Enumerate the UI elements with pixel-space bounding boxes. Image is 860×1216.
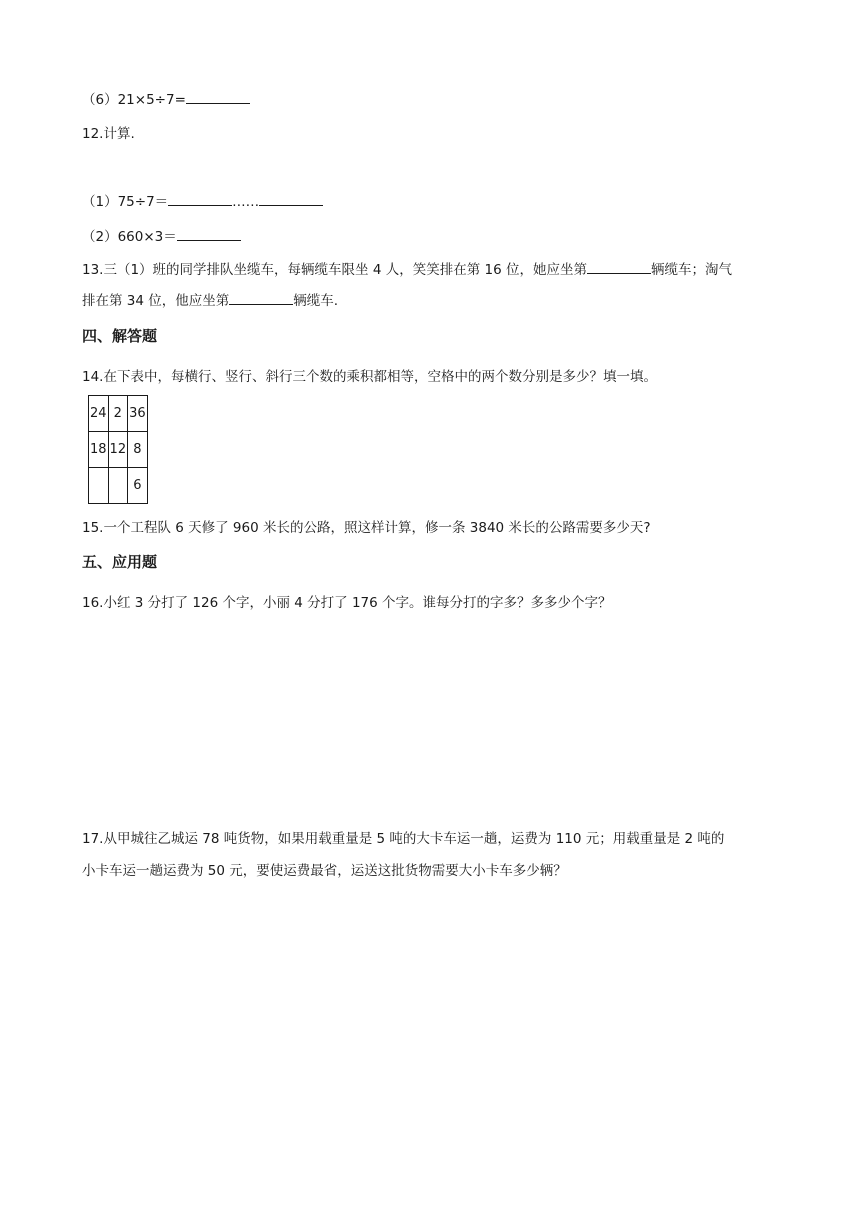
question-12-1 — [82, 193, 323, 211]
table-cell: 6 — [128, 468, 148, 504]
question-11-6-text: （6）21×5÷7= — [82, 92, 186, 108]
question-13-text-4: 辆缆车. — [293, 293, 339, 309]
table-row — [89, 396, 148, 432]
table-cell: 24 — [89, 396, 109, 432]
table-cell-empty[interactable] — [89, 468, 109, 504]
question-12-1-text: （1）75÷7＝ — [82, 194, 169, 210]
answer-blank[interactable] — [186, 91, 250, 104]
section-4-heading: 四、解答题 — [82, 327, 158, 345]
question-13-text-2: 辆缆车；淘气 — [651, 262, 732, 278]
question-13-text-3: 排在第 34 位，他应坐第 — [82, 293, 230, 309]
question-14: 14.在下表中，每横行、竖行、斜行三个数的乘积都相等，空格中的两个数分别是多少？填一填。 — [82, 369, 657, 385]
table-cell-empty[interactable] — [108, 468, 128, 504]
section-5-heading: 五、应用题 — [82, 553, 158, 571]
table-cell: 36 — [128, 396, 148, 432]
question-17-line1: 17.从甲城往乙城运 78 吨货物，如果用载重量是 5 吨的大卡车运一趟，运费为 110 元；用载重量是 2 吨的 — [82, 831, 725, 847]
remainder-ellipsis: …… — [232, 194, 260, 210]
answer-blank-remainder[interactable] — [259, 193, 323, 206]
question-12-2 — [82, 228, 241, 246]
question-12-title: 12.计算. — [82, 126, 135, 142]
answer-blank[interactable] — [177, 228, 241, 241]
table-cell: 2 — [108, 396, 128, 432]
question-12-2-text: （2）660×3＝ — [82, 229, 177, 245]
answer-blank-1[interactable] — [587, 261, 651, 274]
answer-blank-quotient[interactable] — [168, 193, 232, 206]
question-13-line2 — [82, 292, 338, 310]
question-17-line2: 小卡车运一趟运费为 50 元，要使运费最省，运送这批货物需要大小卡车多少辆？ — [82, 863, 567, 879]
question-15: 15.一个工程队 6 天修了 960 米长的公路，照这样计算，修一条 3840 米长的公路需要多少天? — [82, 520, 651, 536]
table-row — [89, 468, 148, 504]
question-13-line1 — [82, 261, 732, 279]
table-cell: 8 — [128, 432, 148, 468]
table-cell: 12 — [108, 432, 128, 468]
question-11-6 — [82, 91, 250, 109]
table-row — [89, 432, 148, 468]
table-cell: 18 — [89, 432, 109, 468]
question-13-text-1: 13.三（1）班的同学排队坐缆车，每辆缆车限坐 4 人，笑笑排在第 16 位，她应坐第 — [82, 262, 587, 278]
magic-square-table — [88, 395, 148, 504]
answer-blank-2[interactable] — [229, 292, 293, 305]
question-16: 16.小红 3 分打了 126 个字，小丽 4 分打了 176 个字。谁每分打的字多？多多少个字？ — [82, 595, 612, 611]
